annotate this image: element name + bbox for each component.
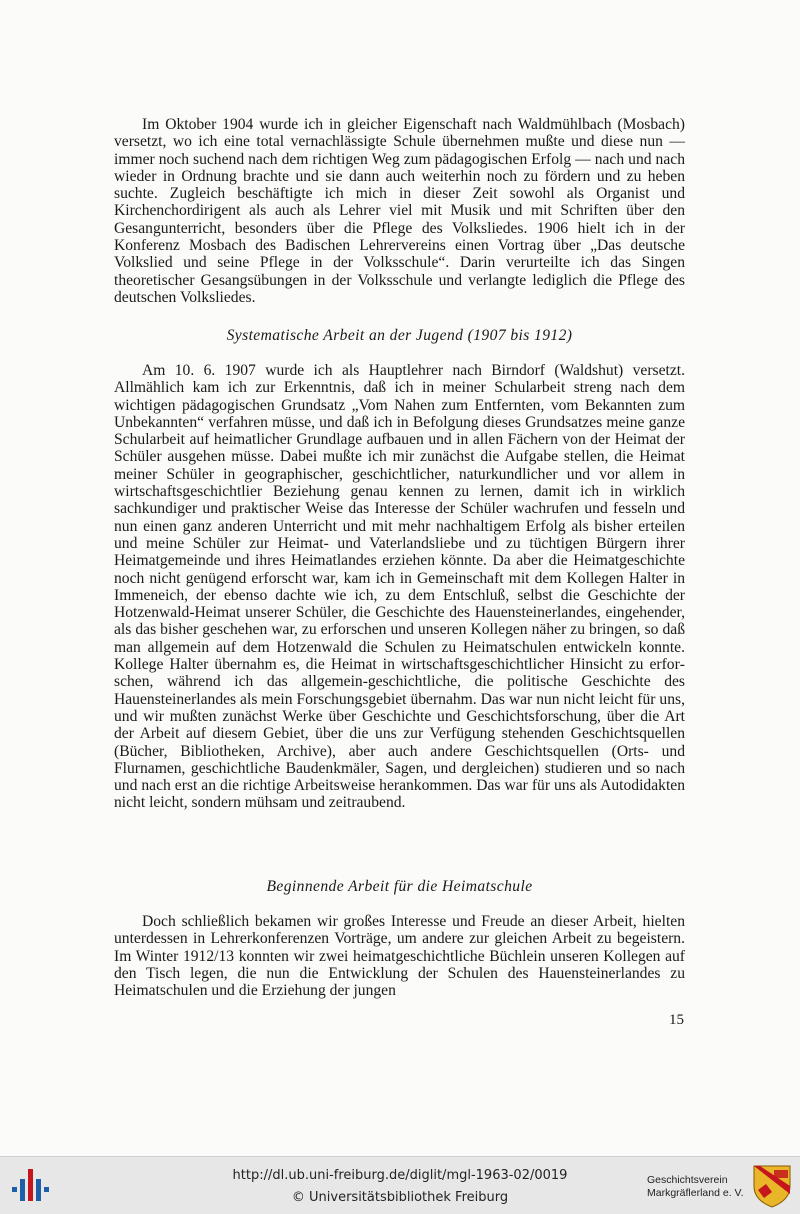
body-paragraph: Im Oktober 1904 wurde ich in gleicher Eigenschaft nach Waldmühlbach (Mosbach) versetzt, wo ich eine total vernachlässigte Schule übernehmen mußte und diese nun — immer noch suchend nach dem richtigen Weg zum pädagogischen Erfolg — nach und nach wieder in Ordnung brachte und sie dann auch weiterhin noch zu fördern und zu heben suchte. Zugleich beschäftigte ich mich in dieser Zeit sowohl als Organist und Kirchenchordirigent als auch als Lehrer viel mit Musik und mit Schriften über den Gesangunterricht, besonders über die Pflege des Volksliedes. 1906 hielt ich in der Konferenz Mosbach des Badischen Lehrervereins einen Vortrag über „Das deutsche Volkslied und seine Pflege in der Volksschule“. Darin verurteilte ich das Singen theoretischer Gesangsübungen in der Volksschule und verlangte lediglich die Pflege des deutschen Volksliedes. bbox=[114, 116, 685, 306]
paragraph-block-2 bbox=[114, 362, 685, 812]
organization-name-line-1: Geschichtsverein bbox=[647, 1174, 728, 1186]
section-heading: Beginnende Arbeit für die Heimatschule bbox=[266, 878, 533, 895]
body-paragraph: Am 10. 6. 1907 wurde ich als Hauptlehrer nach Birndorf (Waldshut) versetzt. Allmählich kam ich zur Erkenntnis, daß ich in meiner Schularbeit streng nach dem wichtigen pädagogischen Grundsatz „Vom Nahen zum Entfernten, vom Bekannten zum Unbekannten“ verfahren müsse, und daß ich in Befolgung dieses Grundsatzes meine ganze Schularbeit auf heimatlicher Grundlage aufbauen und in allen Fächern von der Heimat der Schüler ausgehen müsse. Dabei mußte ich mir zunächst die Aufgabe stellen, die Heimat meiner Schüler in geographischer, geschichtlicher, naturkundlicher und vor allem in wirtschaftsgeschichtlier Beziehung genau kennen zu lernen, damit ich in wirklich sachkundiger und praktischer Weise das Interesse der Schüler wachrufen und fesseln und nun einen ganz anderen Unterricht und mit mehr nachhaltigem Erfolg als bisher erteilen und meine Schüler zur Heimat- und Vaterlandsliebe und zu tüchtigen Bürgern ihrer Heimatgemeinde und ihres Heimatlandes erziehen könnte. Da aber die Heimatgeschichte noch nicht genügend erforscht war, kam ich in Gemeinschaft mit dem Kollegen Halter in Immeneich, der ebenso dachte wie ich, zu dem Entschluß, selbst die Geschichte der Hotzenwald-Heimat unserer Schüler, die Geschichte des Hauensteinerlandes, eingehender, als das bisher geschehen war, zu erforschen und unseren Kollegen näher zu bringen, so daß man allgemein auf dem Hotzenwald die Schulen zu Heimatschulen entwickeln konnte. Kollege Halter übernahm es, die Heimat in wirtschaftsgeschichtlicher Hinsicht zu erforschen, während ich das allgemein-geschichtliche, die politische Geschichte des Hauensteinerlandes als mein Forschungsgebiet übernahm. Das war nun nicht leicht für uns, und wir mußten zunächst Werke über Geschichte und Geschichtsforschung, über die Art der Arbeit auf diesem Gebiet, über die uns zur Verfügung stehenden Geschichtsquellen (Bücher, Bibliotheken, Archive), aber auch andere Geschichtsquellen (Orts- und Flurnamen, geschichtliche Baudenkmäler, Sagen, und dergleichen) studieren und so nach und nach erst an die richtige Arbeitsweise herankommen. Das war für uns als Autodidakten nicht leicht, sondern mühsam und zeitraubend. bbox=[114, 362, 685, 812]
paragraph-block-3 bbox=[114, 913, 685, 999]
organization-name-line-2: Markgräflerland e. V. bbox=[647, 1187, 744, 1199]
footer-bar bbox=[0, 1156, 800, 1214]
page-number: 15 bbox=[669, 1012, 684, 1028]
organization-name bbox=[647, 1174, 744, 1200]
copyright-text: © Universitätsbibliothek Freiburg bbox=[291, 1190, 509, 1205]
section-heading: Systematische Arbeit an der Jugend (1907 bis 1912) bbox=[226, 327, 573, 344]
coat-of-arms-icon[interactable] bbox=[752, 1164, 792, 1208]
paragraph-block-1 bbox=[114, 116, 685, 306]
permalink-url[interactable]: http://dl.ub.uni-freiburg.de/diglit/mgl-1963-02/0019 bbox=[232, 1168, 568, 1183]
body-paragraph: Doch schließlich bekamen wir großes Interesse und Freude an dieser Arbeit, hielten unterdessen in Lehrerkonferenzen Vorträge, um andere zur gleichen Arbeit zu begeistern. Im Winter 1912/13 konnten wir zwei heimatgeschichtliche Büchlein unseren Kollegen auf den Tisch legen, die nun die Entwicklung der Schulen des Hauensteinerlandes zu Heimatschulen und die Erziehung der jungen bbox=[114, 913, 685, 1000]
